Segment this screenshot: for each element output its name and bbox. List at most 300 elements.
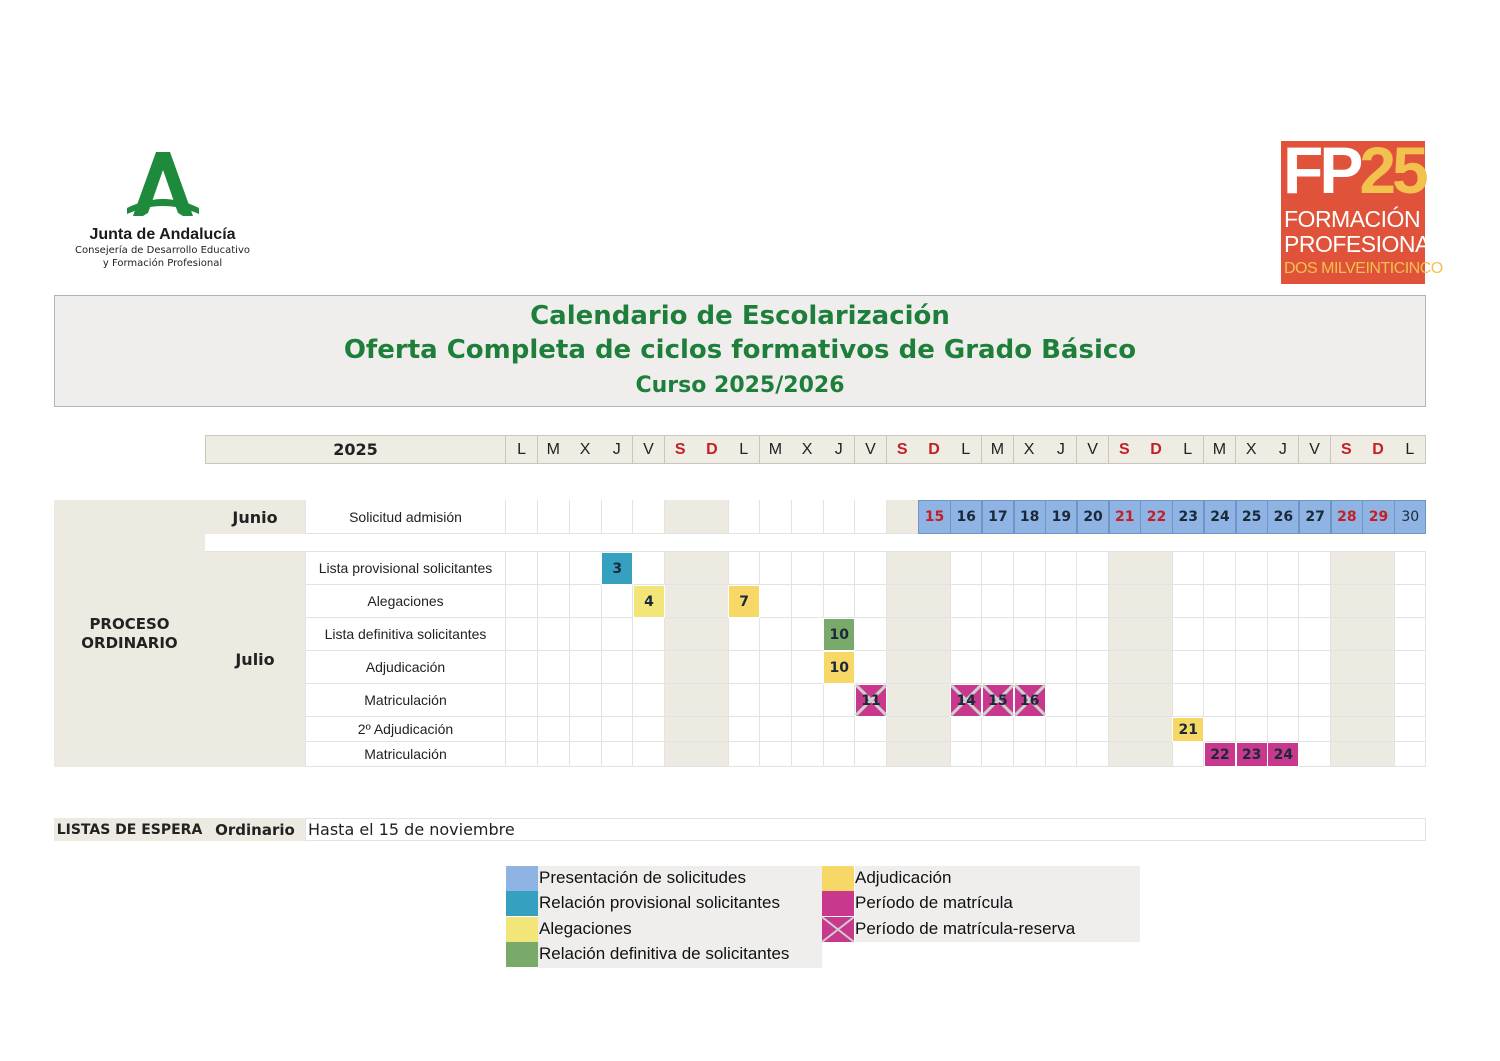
- weekday-header: D: [1140, 435, 1172, 464]
- grid-cell: [855, 651, 887, 684]
- grid-cell: [760, 618, 792, 651]
- weekday-header: S: [665, 435, 697, 464]
- grid-cell: [1077, 742, 1109, 767]
- grid-cell: [665, 684, 697, 717]
- grid-cell: [569, 552, 601, 585]
- mat2-day-label: 24: [1273, 746, 1294, 763]
- application-day: 26: [1267, 500, 1299, 534]
- grid-cell: [601, 618, 633, 651]
- application-day: 15: [918, 500, 950, 534]
- grid-cell: [1394, 552, 1426, 585]
- grid-cell: [760, 742, 792, 767]
- application-day: 21: [1109, 500, 1141, 534]
- adj-day-label: 10: [829, 659, 850, 676]
- grid-cell: [760, 552, 792, 585]
- grid-cell: [950, 717, 982, 742]
- grid-cell: [1140, 684, 1172, 717]
- application-day: 22: [1140, 500, 1172, 534]
- row-label: Lista definitiva solicitantes: [305, 618, 506, 651]
- grid-cell: [506, 651, 538, 684]
- weekday-header: L: [506, 435, 538, 464]
- grid-cell: [791, 552, 823, 585]
- weekday-header: L: [1172, 435, 1204, 464]
- weekday-header: M: [760, 435, 792, 464]
- grid-cell: [1140, 651, 1172, 684]
- grid-cell: [665, 552, 697, 585]
- mat-day: [982, 684, 1014, 717]
- process-label: PROCESO ORDINARIO: [81, 614, 178, 652]
- weekday-header: D: [1362, 435, 1394, 464]
- row-separator: [205, 534, 1426, 552]
- application-day: 20: [1077, 500, 1109, 534]
- grid-cell: [887, 552, 919, 585]
- grid-cell: [1299, 684, 1331, 717]
- waiting-list-label: LISTAS DE ESPERA: [54, 818, 205, 841]
- grid-cell: [633, 684, 665, 717]
- grid-cell: [950, 585, 982, 618]
- legend-swatch: [506, 891, 538, 916]
- mat-day: [855, 684, 887, 717]
- application-day: 23: [1172, 500, 1204, 534]
- grid-cell: [855, 618, 887, 651]
- grid-cell: [538, 585, 570, 618]
- grid-cell: [728, 651, 760, 684]
- grid-cell: [696, 500, 728, 534]
- reserve-cross-icon: [822, 917, 854, 942]
- mat-day-label: 11: [861, 692, 881, 709]
- weekday-header: V: [1077, 435, 1109, 464]
- application-day: 27: [1299, 500, 1331, 534]
- mat2-day-label: 22: [1210, 746, 1230, 763]
- grid-cell: [1045, 552, 1077, 585]
- weekday-header: M: [538, 435, 570, 464]
- weekday-header: S: [1109, 435, 1141, 464]
- weekday-header: X: [791, 435, 823, 464]
- grid-cell: [538, 684, 570, 717]
- aleg-day-label: 4: [644, 593, 654, 610]
- grid-cell: [569, 742, 601, 767]
- legend-swatch: [506, 866, 538, 891]
- grid-cell: [1362, 552, 1394, 585]
- weekday-header: V: [633, 435, 665, 464]
- grid-cell: [855, 585, 887, 618]
- grid-cell: [918, 717, 950, 742]
- grid-cell: [569, 651, 601, 684]
- grid-cell: [1236, 651, 1268, 684]
- grid-cell: [1204, 651, 1236, 684]
- aleg-day: [633, 585, 665, 618]
- grid-cell: [1077, 684, 1109, 717]
- grid-cell: [1236, 585, 1268, 618]
- grid-cell: [760, 651, 792, 684]
- grid-cell: [538, 651, 570, 684]
- grid-cell: [1045, 651, 1077, 684]
- grid-cell: [823, 742, 855, 767]
- grid-cell: [506, 585, 538, 618]
- grid-cell: [728, 742, 760, 767]
- grid-cell: [1331, 684, 1363, 717]
- grid-cell: [791, 717, 823, 742]
- month-june: Junio: [205, 500, 305, 534]
- grid-cell: [791, 684, 823, 717]
- grid-cell: [1394, 618, 1426, 651]
- grid-cell: [1014, 552, 1046, 585]
- grid-cell: [696, 552, 728, 585]
- junta-andalucia-emblem-icon: [123, 150, 203, 220]
- grid-cell: [1109, 742, 1141, 767]
- row-label: Matriculación: [305, 684, 506, 717]
- grid-cell: [1394, 717, 1426, 742]
- weekday-header: X: [1014, 435, 1046, 464]
- grid-cell: [569, 618, 601, 651]
- adj-day: [823, 651, 855, 684]
- grid-cell: [1267, 552, 1299, 585]
- grid-cell: [1236, 618, 1268, 651]
- grid-cell: [633, 618, 665, 651]
- month-july: Julio: [205, 552, 305, 767]
- grid-cell: [1014, 742, 1046, 767]
- grid-cell: [760, 585, 792, 618]
- legend-label: Adjudicación: [855, 868, 952, 887]
- grid-cell: [950, 742, 982, 767]
- mat-day-label: 15: [988, 692, 1008, 709]
- grid-cell: [918, 684, 950, 717]
- grid-cell: [823, 717, 855, 742]
- weekday-header: L: [728, 435, 760, 464]
- grid-cell: [569, 717, 601, 742]
- legend-label: Relación provisional solicitantes: [539, 893, 780, 912]
- grid-cell: [1267, 618, 1299, 651]
- aleg-day: [728, 585, 760, 618]
- grid-cell: [855, 717, 887, 742]
- fp-number: 25: [1359, 133, 1425, 207]
- grid-cell: [1362, 742, 1394, 767]
- grid-cell: [1204, 684, 1236, 717]
- grid-cell: [791, 742, 823, 767]
- fp-line1: FORMACIÓN: [1284, 206, 1421, 232]
- row-label: Solicitud admisión: [305, 500, 506, 534]
- grid-cell: [1331, 585, 1363, 618]
- grid-cell: [1045, 618, 1077, 651]
- grid-cell: [791, 500, 823, 534]
- grid-cell: [1140, 742, 1172, 767]
- grid-cell: [601, 684, 633, 717]
- grid-cell: [887, 585, 919, 618]
- grid-cell: [1109, 618, 1141, 651]
- grid-cell: [855, 500, 887, 534]
- grid-cell: [1331, 618, 1363, 651]
- grid-cell: [506, 500, 538, 534]
- grid-cell: [1172, 585, 1204, 618]
- process-label-cell: [54, 500, 205, 767]
- grid-cell: [1299, 717, 1331, 742]
- grid-cell: [696, 651, 728, 684]
- mat-day: [950, 684, 982, 717]
- grid-cell: [1109, 585, 1141, 618]
- grid-cell: [728, 552, 760, 585]
- grid-cell: [823, 585, 855, 618]
- grid-cell: [538, 742, 570, 767]
- grid-cell: [601, 742, 633, 767]
- grid-cell: [1299, 651, 1331, 684]
- grid-cell: [1140, 618, 1172, 651]
- grid-cell: [506, 742, 538, 767]
- grid-cell: [1236, 684, 1268, 717]
- mat2-day: [1267, 742, 1299, 767]
- grid-cell: [982, 552, 1014, 585]
- grid-cell: [728, 684, 760, 717]
- def-day: [823, 618, 855, 651]
- grid-cell: [696, 742, 728, 767]
- grid-cell: [665, 651, 697, 684]
- legend-label: Período de matrícula-reserva: [855, 919, 1076, 938]
- grid-cell: [696, 585, 728, 618]
- grid-cell: [1299, 618, 1331, 651]
- fp-letters: FP: [1283, 133, 1360, 207]
- row-label: 2º Adjudicación: [305, 717, 506, 742]
- grid-cell: [1204, 552, 1236, 585]
- grid-cell: [1077, 585, 1109, 618]
- weekday-header: D: [918, 435, 950, 464]
- mat-day-label: 16: [1019, 692, 1040, 709]
- grid-cell: [887, 500, 919, 534]
- weekday-header: J: [601, 435, 633, 464]
- grid-cell: [887, 651, 919, 684]
- grid-cell: [601, 585, 633, 618]
- grid-cell: [1109, 684, 1141, 717]
- grid-cell: [791, 585, 823, 618]
- grid-cell: [1394, 651, 1426, 684]
- grid-cell: [1014, 651, 1046, 684]
- junta-dept-line1: Consejería de Desarrollo Educativo: [75, 245, 250, 256]
- grid-cell: [1236, 552, 1268, 585]
- weekday-header: L: [950, 435, 982, 464]
- grid-cell: [887, 717, 919, 742]
- grid-cell: [1394, 585, 1426, 618]
- grid-cell: [1140, 552, 1172, 585]
- grid-cell: [506, 717, 538, 742]
- legend-swatch: [822, 891, 854, 916]
- mat-day: [1014, 684, 1046, 717]
- grid-cell: [1204, 585, 1236, 618]
- aleg-day-label: 7: [739, 593, 750, 610]
- grid-cell: [1014, 717, 1046, 742]
- grid-cell: [1077, 651, 1109, 684]
- grid-cell: [1331, 717, 1363, 742]
- title-line1: Calendario de Escolarización: [530, 301, 950, 331]
- def-day-label: 10: [829, 626, 850, 643]
- junta-name: Junta de Andalucía: [89, 226, 236, 243]
- grid-cell: [1299, 552, 1331, 585]
- weekday-header: L: [1394, 435, 1426, 464]
- grid-cell: [1014, 585, 1046, 618]
- legend-swatch: [506, 942, 538, 967]
- grid-cell: [823, 552, 855, 585]
- grid-cell: [918, 651, 950, 684]
- grid-cell: [1362, 717, 1394, 742]
- grid-cell: [823, 684, 855, 717]
- application-day: 18: [1014, 500, 1046, 534]
- fp25-logo: [1281, 133, 1443, 284]
- grid-cell: [1267, 651, 1299, 684]
- grid-cell: [918, 742, 950, 767]
- application-day: 17: [982, 500, 1014, 534]
- grid-cell: [982, 717, 1014, 742]
- grid-cell: [601, 651, 633, 684]
- grid-cell: [760, 717, 792, 742]
- grid-cell: [950, 552, 982, 585]
- mat-day-label: 14: [956, 692, 976, 709]
- waiting-list-text: Hasta el 15 de noviembre: [305, 818, 1426, 841]
- title-box: [54, 295, 1426, 407]
- application-day: 25: [1236, 500, 1268, 534]
- grid-cell: [728, 618, 760, 651]
- grid-cell: [1362, 618, 1394, 651]
- grid-cell: [665, 500, 697, 534]
- grid-cell: [665, 585, 697, 618]
- grid-cell: [506, 618, 538, 651]
- grid-cell: [1077, 618, 1109, 651]
- weekday-header: J: [823, 435, 855, 464]
- grid-cell: [887, 742, 919, 767]
- grid-cell: [1045, 742, 1077, 767]
- application-day: 29: [1362, 500, 1394, 534]
- weekday-header: S: [887, 435, 919, 464]
- grid-cell: [1077, 717, 1109, 742]
- grid-cell: [1299, 585, 1331, 618]
- grid-cell: [1172, 552, 1204, 585]
- grid-cell: [1331, 742, 1363, 767]
- weekday-header: S: [1331, 435, 1363, 464]
- title-line3: Curso 2025/2026: [635, 373, 845, 398]
- grid-cell: [1267, 585, 1299, 618]
- adj2-day-label: 21: [1178, 721, 1198, 738]
- grid-cell: [887, 684, 919, 717]
- grid-cell: [1204, 618, 1236, 651]
- application-day: 28: [1331, 500, 1363, 534]
- grid-cell: [633, 651, 665, 684]
- grid-cell: [1045, 684, 1077, 717]
- grid-cell: [1299, 742, 1331, 767]
- weekday-header: V: [855, 435, 887, 464]
- weekday-header: M: [1204, 435, 1236, 464]
- grid-cell: [633, 552, 665, 585]
- grid-cell: [1109, 552, 1141, 585]
- grid-cell: [569, 585, 601, 618]
- grid-cell: [1172, 618, 1204, 651]
- grid-cell: [633, 717, 665, 742]
- grid-cell: [1394, 742, 1426, 767]
- grid-cell: [1362, 651, 1394, 684]
- grid-cell: [1109, 651, 1141, 684]
- title-line2: Oferta Completa de ciclos formativos de Grado Básico: [343, 335, 1137, 365]
- legend-swatch: [822, 866, 854, 891]
- grid-cell: [506, 684, 538, 717]
- prov-day-label: 3: [612, 560, 623, 577]
- weekday-header: J: [1045, 435, 1077, 464]
- fp-line2: PROFESIONAL: [1284, 231, 1443, 257]
- grid-cell: [538, 552, 570, 585]
- grid-cell: [918, 585, 950, 618]
- application-day: 16: [950, 500, 982, 534]
- adj2-day: [1172, 717, 1204, 742]
- grid-cell: [696, 717, 728, 742]
- application-day: 30: [1394, 500, 1426, 534]
- grid-cell: [506, 552, 538, 585]
- grid-cell: [982, 742, 1014, 767]
- weekday-header: M: [982, 435, 1014, 464]
- row-label: Lista provisional solicitantes: [305, 552, 506, 585]
- mat2-day-label: 23: [1241, 746, 1262, 763]
- application-day: 24: [1204, 500, 1236, 534]
- junta-dept-line2: y Formación Profesional: [102, 258, 223, 269]
- grid-cell: [1331, 552, 1363, 585]
- grid-cell: [569, 500, 601, 534]
- application-day: 19: [1045, 500, 1077, 534]
- grid-cell: [855, 742, 887, 767]
- grid-cell: [791, 618, 823, 651]
- grid-cell: [1267, 684, 1299, 717]
- waiting-list-type: Ordinario: [205, 818, 305, 841]
- grid-cell: [1204, 717, 1236, 742]
- grid-cell: [1045, 585, 1077, 618]
- grid-cell: [633, 500, 665, 534]
- junta-andalucia-logo: [70, 150, 255, 275]
- grid-cell: [823, 500, 855, 534]
- fp-line3: DOS MILVEINTICINCO: [1284, 260, 1443, 277]
- prov-day: [601, 552, 633, 585]
- grid-cell: [538, 618, 570, 651]
- grid-cell: [1236, 717, 1268, 742]
- grid-cell: [1014, 618, 1046, 651]
- grid-cell: [633, 742, 665, 767]
- grid-cell: [887, 618, 919, 651]
- grid-cell: [1140, 585, 1172, 618]
- weekday-header: V: [1299, 435, 1331, 464]
- legend-swatch: [506, 917, 538, 942]
- grid-cell: [728, 500, 760, 534]
- grid-cell: [696, 618, 728, 651]
- grid-cell: [982, 618, 1014, 651]
- grid-cell: [855, 552, 887, 585]
- legend-swatch: [822, 917, 854, 942]
- grid-cell: [1362, 684, 1394, 717]
- grid-cell: [760, 684, 792, 717]
- grid-cell: [950, 651, 982, 684]
- grid-cell: [918, 552, 950, 585]
- grid-cell: [918, 618, 950, 651]
- grid-cell: [1172, 684, 1204, 717]
- grid-cell: [601, 717, 633, 742]
- legend-label: Presentación de solicitudes: [539, 868, 746, 887]
- grid-cell: [728, 717, 760, 742]
- grid-cell: [1172, 651, 1204, 684]
- grid-cell: [665, 618, 697, 651]
- weekday-header: J: [1267, 435, 1299, 464]
- legend-label: Relación definitiva de solicitantes: [539, 944, 790, 963]
- grid-cell: [982, 651, 1014, 684]
- grid-cell: [538, 717, 570, 742]
- mat2-day: [1204, 742, 1236, 767]
- grid-cell: [665, 742, 697, 767]
- grid-cell: [760, 500, 792, 534]
- grid-cell: [538, 500, 570, 534]
- grid-cell: [1045, 717, 1077, 742]
- legend-label: Período de matrícula: [855, 893, 1013, 912]
- grid-cell: [982, 585, 1014, 618]
- weekday-header: X: [1236, 435, 1268, 464]
- grid-cell: [1331, 651, 1363, 684]
